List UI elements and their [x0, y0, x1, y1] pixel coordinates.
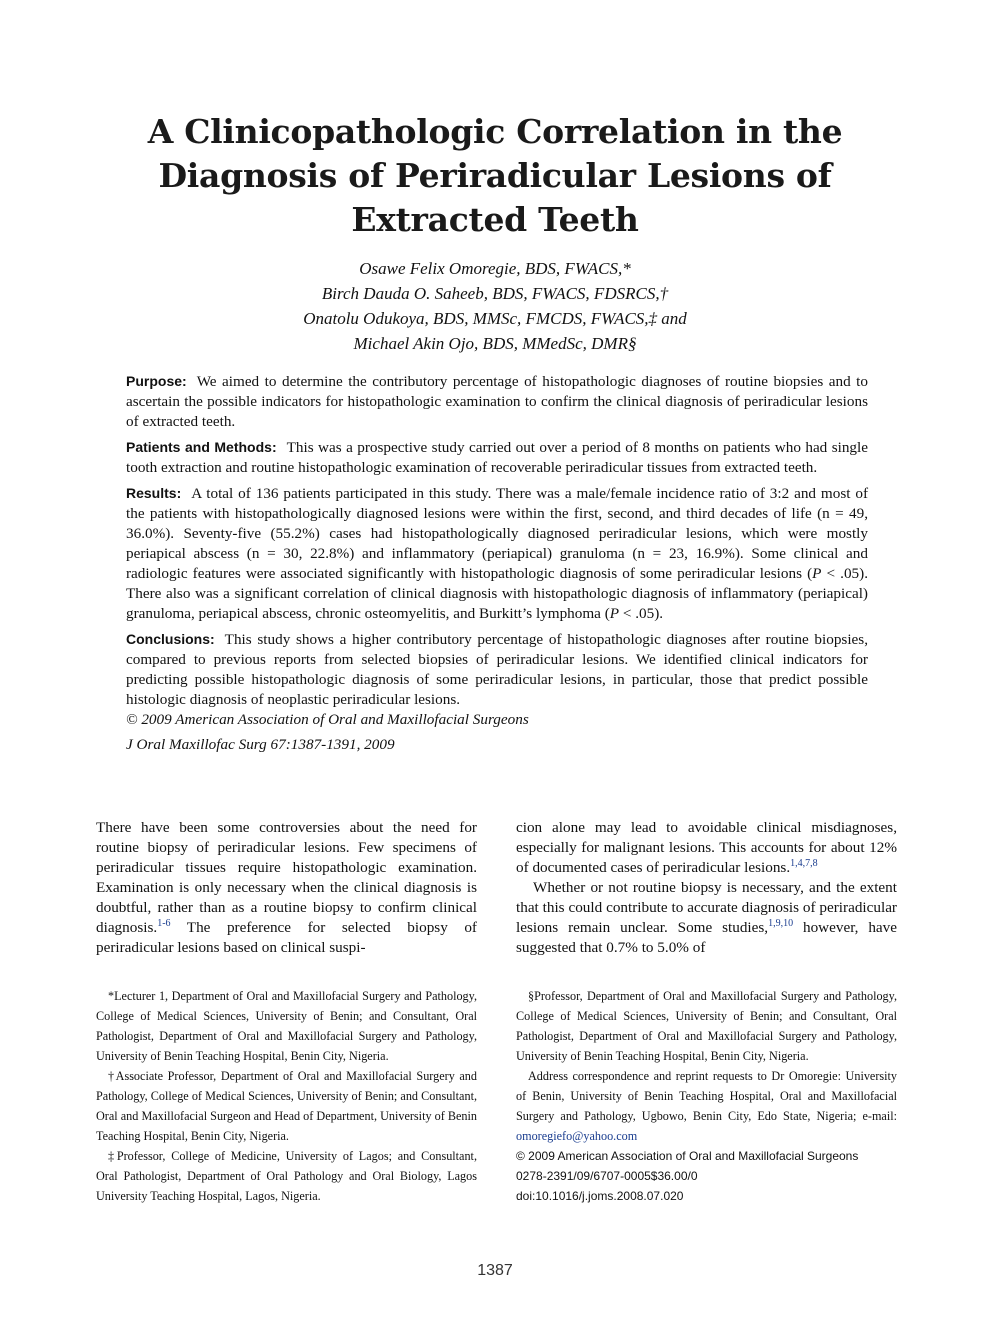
body-text: The preference for selected biopsy of periradicular lesions based on clinical suspi-: [96, 919, 477, 956]
body-text: however, have suggested that 0.7% to 5.0% of: [516, 919, 897, 956]
abstract-copyright: © 2009 American Association of Oral and Maxillofacial Surgeons: [126, 711, 529, 728]
article-title: [95, 110, 895, 242]
footnote-double-dagger: ‡Professor, College of Medicine, University of Lagos; and Consultant, Oral Pathologist, Department of Oral Pathology and Oral Biology, Lagos University Teaching Hospital, Lagos, Nigeria.: [96, 1149, 477, 1203]
body-column-left: [96, 818, 477, 958]
abstract: [126, 371, 868, 760]
body-paragraph: [96, 818, 477, 958]
body-text: There have been some controversies about the need for routine biopsy of periradicular lesions. Few specimens of periradicular tissues require histopathologic examination. Examination is only necessary when the clinical diagnosis is doubtful, rather than as a routine biopsy to confirm clinical diagnosis.: [96, 819, 477, 936]
results-text-3: < .05).: [619, 605, 664, 622]
results-text-1: A total of 136 patients participated in this study. There was a male/female incidence ratio of 3:2 and most of the patients with histopathologically diagnosed lesions were within the first, second, and third decades of life (n = 49, 36.0%). Seventy-five (55.2%) cases had histopathologically diagnosed periradicular lesions, which were mostly periapical abscess (n = 30, 22.8%) and inflammatory (periapical) granuloma (n = 23, 16.9%). Some clinical and radiologic features were associated significantly with histopathologic diagnosis of some periradicular lesions (: [126, 485, 868, 582]
abstract-results: [126, 483, 868, 624]
methods-text: This was a prospective study carried out over a period of 8 months on patients who had single tooth extraction and routine histopathologic examination of recoverable periradicular tissues from extracted teeth.: [126, 439, 868, 476]
footnotes-right: [516, 986, 897, 1206]
doi-link[interactable]: doi:10.1016/j.joms.2008.07.020: [516, 1189, 684, 1203]
footnote-copyright: © 2009 American Association of Oral and Maxillofacial Surgeons: [516, 1149, 859, 1163]
page-number: 1387: [477, 1262, 513, 1279]
author: Birch Dauda O. Saheeb, BDS, FWACS, FDSRCS,†: [321, 284, 669, 303]
author-list: [95, 256, 895, 356]
body-column-right: [516, 818, 897, 958]
author: Michael Akin Ojo, BDS, MMedSc, DMR§: [353, 334, 637, 353]
correspondence-address: [516, 1066, 897, 1146]
body-text: Whether or not routine biopsy is necessary, and the extent that this could contribute to accurate diagnosis of periradicular lesions remain unclear. Some studies,: [516, 879, 897, 936]
footnotes-left: [96, 986, 477, 1206]
footnote-star: *Lecturer 1, Department of Oral and Maxillofacial Surgery and Pathology, College of Medical Sciences, University of Benin; and Consultant, Oral Pathologist, Department of Oral and Maxillofacial Surgery and Pathology, University of Benin Teaching Hospital, Benin City, Nigeria.: [96, 989, 477, 1063]
abstract-methods: [126, 437, 868, 478]
p-value-symbol: P: [609, 605, 620, 622]
journal-citation: J Oral Maxillofac Surg 67:1387-1391, 2009: [126, 736, 395, 753]
email-link[interactable]: omoregiefo@yahoo.com: [516, 1129, 638, 1143]
conclusions-heading: Conclusions:: [126, 631, 215, 647]
abstract-purpose: [126, 371, 868, 432]
title-line: Extracted Teeth: [351, 200, 639, 239]
reference-link[interactable]: 1,9,10: [768, 917, 794, 929]
results-heading: Results:: [126, 485, 182, 501]
issn-line: 0278-2391/09/6707-0005$36.00/0: [516, 1169, 698, 1183]
reference-link[interactable]: 1-6: [157, 917, 171, 929]
author: Osawe Felix Omoregie, BDS, FWACS,*: [359, 259, 631, 278]
reference-link[interactable]: 1,4,7,8: [790, 857, 818, 869]
purpose-heading: Purpose:: [126, 373, 187, 389]
abstract-conclusions: [126, 629, 868, 710]
conclusions-text: This study shows a higher contributory percentage of histopathologic diagnoses after routine biopsies, compared to previous reports from selected biopsies of periradicular lesions. We identified clinical indicators for predicting possible histopathologic diagnosis of some periradicular lesions, in particular, those that predict possible histologic diagnosis of neoplastic periradicular lesions.: [126, 631, 868, 708]
address-text: Address correspondence and reprint requests to Dr Omoregie: University of Benin, University of Benin Teaching Hospital, Oral and Maxillofacial Surgery and Pathology, Ugbowo, Benin City, Edo State, Nigeria; e-mail:: [516, 1069, 897, 1123]
body-paragraph: [516, 878, 897, 958]
body-paragraph: [516, 818, 897, 878]
results-text-2: < .05). There also was a significant correlation of clinical diagnosis with histopathologic diagnosis of inflammatory (periapical) granuloma, periapical abscess, chronic osteomyelitis, and Burkitt’s lymphoma (: [126, 565, 869, 622]
methods-heading: Patients and Methods:: [126, 439, 277, 455]
title-line: A Clinicopathologic Correlation in the: [147, 112, 843, 151]
footnote-dagger: †Associate Professor, Department of Oral and Maxillofacial Surgery and Pathology, College of Medical Sciences, University of Benin; and Consultant, Oral and Maxillofacial Surgeon and Head of Department, University of Benin Teaching Hospital, Benin City, Nigeria.: [96, 1069, 477, 1143]
body-text: cion alone may lead to avoidable clinical misdiagnoses, especially for malignant lesions. This accounts for about 12% of documented cases of periradicular lesions.: [516, 819, 897, 876]
purpose-text: We aimed to determine the contributory percentage of histopathologic diagnoses of routine biopsies and to ascertain the possible indicators for histopathologic examination to confirm the clinical diagnosis of periradicular lesions of extracted teeth.: [126, 373, 868, 430]
p-value-symbol: P: [812, 565, 822, 582]
author: Onatolu Odukoya, BDS, MMSc, FMCDS, FWACS,‡ and: [303, 309, 687, 328]
footnote-section: §Professor, Department of Oral and Maxillofacial Surgery and Pathology, College of Medical Sciences, University of Benin; and Consultant, Oral Pathologist, Department of Oral and Maxillofacial Surgery and Pathology, University of Benin Teaching Hospital, Benin City, Nigeria.: [516, 989, 897, 1063]
title-line: Diagnosis of Periradicular Lesions of: [158, 156, 832, 195]
